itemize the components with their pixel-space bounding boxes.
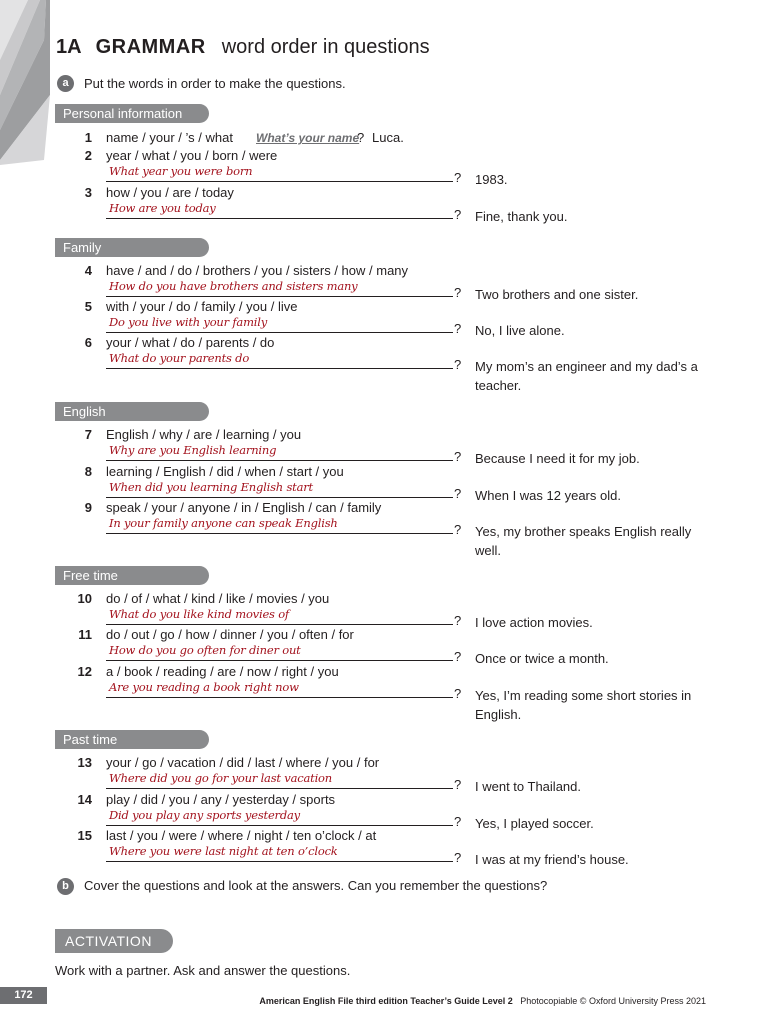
question-mark: ? bbox=[454, 686, 462, 701]
question-number: 3 bbox=[84, 185, 92, 200]
question-prompt: name / your / ’s / what bbox=[106, 130, 233, 145]
question-prompt: speak / your / anyone / in / English / can / family bbox=[106, 500, 382, 515]
question-number: 9 bbox=[84, 500, 92, 515]
title-subtitle: word order in questions bbox=[221, 36, 430, 58]
question-mark: ? bbox=[454, 357, 462, 372]
question-row bbox=[0, 427, 768, 467]
question-mark: ? bbox=[454, 207, 462, 222]
question-prompt: learning / English / did / when / start / you bbox=[106, 464, 344, 479]
answer-text: Because I need it for my job. bbox=[475, 451, 640, 466]
section-personal-information: Personal information bbox=[55, 104, 209, 123]
answer-text: 1983. bbox=[475, 172, 508, 187]
handwritten-answer[interactable]: Are you reading a book right now bbox=[109, 680, 299, 694]
answer-line bbox=[106, 181, 453, 182]
question-mark: ? bbox=[454, 777, 462, 792]
answer-line bbox=[106, 788, 453, 789]
question-number: 12 bbox=[77, 664, 92, 679]
answer-line bbox=[106, 296, 453, 297]
page-number: 172 bbox=[0, 987, 47, 1004]
answer-text: I went to Thailand. bbox=[475, 779, 581, 794]
example-answer: What’s your name bbox=[256, 131, 360, 145]
question-mark: ? bbox=[454, 486, 462, 501]
question-number: 1 bbox=[84, 130, 92, 145]
answer-text: My mom’s an engineer and my dad’s a teacher. bbox=[475, 359, 698, 393]
question-prompt: your / what / do / parents / do bbox=[106, 335, 275, 350]
exercise-b-instruction: Cover the questions and look at the answers. Can you remember the questions? bbox=[84, 878, 548, 893]
answer-text: No, I live alone. bbox=[475, 323, 565, 338]
answer-text: Fine, thank you. bbox=[475, 209, 568, 224]
question-number: 4 bbox=[84, 263, 92, 278]
answer-text: Yes, my brother speaks English really well. bbox=[475, 524, 692, 558]
question-row bbox=[0, 664, 768, 722]
question-mark: ? bbox=[454, 449, 462, 464]
answer-line bbox=[106, 218, 453, 219]
question-row bbox=[0, 828, 768, 868]
question-mark: ? bbox=[454, 850, 462, 865]
title-code: 1A bbox=[56, 36, 82, 58]
question-number: 10 bbox=[77, 591, 92, 606]
question-mark: ? bbox=[454, 522, 462, 537]
question-row bbox=[0, 299, 768, 339]
answer-line bbox=[106, 624, 453, 625]
handwritten-answer[interactable]: What do your parents do bbox=[109, 351, 250, 365]
exercise-b-badge: b bbox=[57, 878, 74, 895]
question-number: 5 bbox=[84, 299, 92, 314]
question-row bbox=[0, 464, 768, 504]
activation-heading: ACTIVATION bbox=[55, 929, 173, 953]
title-section: GRAMMAR bbox=[95, 36, 206, 58]
question-prompt: play / did / you / any / yesterday / sports bbox=[106, 792, 336, 807]
question-row bbox=[0, 335, 768, 393]
question-row bbox=[0, 148, 768, 188]
question-mark: ? bbox=[454, 170, 462, 185]
answer-line bbox=[106, 861, 453, 862]
answer-line bbox=[106, 368, 453, 369]
answer-line bbox=[106, 660, 453, 661]
question-number: 14 bbox=[77, 792, 92, 807]
question-row bbox=[0, 500, 768, 558]
handwritten-answer[interactable]: What year you were born bbox=[109, 164, 253, 178]
handwritten-answer[interactable]: What do you like kind movies of bbox=[109, 607, 289, 621]
question-prompt: a / book / reading / are / now / right / you bbox=[106, 664, 339, 679]
question-mark: ? bbox=[454, 285, 462, 300]
answer-text: I love action movies. bbox=[475, 615, 593, 630]
answer-line bbox=[106, 533, 453, 534]
question-mark: ? bbox=[454, 613, 462, 628]
footer-book-title: American English File third edition Teacher’s Guide Level 2 bbox=[259, 996, 513, 1006]
handwritten-answer[interactable]: In your family anyone can speak English bbox=[109, 516, 338, 530]
exercise-a-badge: a bbox=[57, 75, 74, 92]
activation-instruction: Work with a partner. Ask and answer the questions. bbox=[55, 963, 351, 978]
question-prompt: last / you / were / where / night / ten o’clock / at bbox=[106, 828, 377, 843]
question-prompt: with / your / do / family / you / live bbox=[106, 299, 298, 314]
footer-copyright: Photocopiable © Oxford University Press 2021 bbox=[520, 996, 706, 1006]
section-past-time: Past time bbox=[55, 730, 209, 749]
answer-text: Yes, I played soccer. bbox=[475, 816, 594, 831]
question-mark: ? bbox=[454, 814, 462, 829]
question-row bbox=[0, 755, 768, 795]
answer-line bbox=[106, 332, 453, 333]
answer-line bbox=[106, 497, 453, 498]
question-row bbox=[0, 263, 768, 303]
question-mark: ? bbox=[357, 130, 365, 145]
question-number: 15 bbox=[77, 828, 92, 843]
question-row bbox=[0, 792, 768, 832]
question-number: 2 bbox=[84, 148, 92, 163]
footer-credit bbox=[259, 996, 706, 1006]
handwritten-answer[interactable]: Where did you go for your last vacation bbox=[109, 771, 332, 785]
question-number: 8 bbox=[84, 464, 92, 479]
question-mark: ? bbox=[454, 649, 462, 664]
handwritten-answer[interactable]: Why are you English learning bbox=[109, 443, 277, 457]
handwritten-answer[interactable]: Do you live with your family bbox=[109, 315, 268, 329]
handwritten-answer[interactable]: When did you learning English start bbox=[109, 480, 313, 494]
question-row bbox=[0, 591, 768, 631]
handwritten-answer[interactable]: How are you today bbox=[109, 201, 216, 215]
handwritten-answer[interactable]: How do you go often for diner out bbox=[109, 643, 301, 657]
question-prompt: how / you / are / today bbox=[106, 185, 234, 200]
handwritten-answer[interactable]: Where you were last night at ten o’clock bbox=[109, 844, 338, 858]
question-number: 11 bbox=[78, 627, 92, 642]
question-prompt: do / of / what / kind / like / movies / you bbox=[106, 591, 330, 606]
answer-text: Luca. bbox=[372, 130, 404, 145]
question-number: 6 bbox=[84, 335, 92, 350]
exercise-a-instruction: Put the words in order to make the questions. bbox=[84, 76, 346, 91]
answer-line bbox=[106, 697, 453, 698]
page-title bbox=[56, 36, 430, 59]
question-prompt: have / and / do / brothers / you / sisters / how / many bbox=[106, 263, 409, 278]
question-number: 13 bbox=[77, 755, 92, 770]
question-mark: ? bbox=[454, 321, 462, 336]
answer-text: Once or twice a month. bbox=[475, 651, 609, 666]
answer-text: I was at my friend’s house. bbox=[475, 852, 629, 867]
answer-text: When I was 12 years old. bbox=[475, 488, 621, 503]
question-number: 7 bbox=[84, 427, 92, 442]
answer-line bbox=[106, 460, 453, 461]
handwritten-answer[interactable]: Did you play any sports yesterday bbox=[109, 808, 300, 822]
answer-text: Two brothers and one sister. bbox=[475, 287, 639, 302]
handwritten-answer[interactable]: How do you have brothers and sisters many bbox=[109, 279, 358, 293]
section-english: English bbox=[55, 402, 209, 421]
question-row bbox=[0, 627, 768, 667]
answer-text: Yes, I’m reading some short stories in English. bbox=[475, 688, 692, 722]
answer-line bbox=[106, 825, 453, 826]
question-prompt: English / why / are / learning / you bbox=[106, 427, 302, 442]
question-prompt: do / out / go / how / dinner / you / often / for bbox=[106, 627, 354, 642]
section-family: Family bbox=[55, 238, 209, 257]
question-row bbox=[0, 185, 768, 225]
question-prompt: your / go / vacation / did / last / where / you / for bbox=[106, 755, 380, 770]
section-free-time: Free time bbox=[55, 566, 209, 585]
question-prompt: year / what / you / born / were bbox=[106, 148, 278, 163]
